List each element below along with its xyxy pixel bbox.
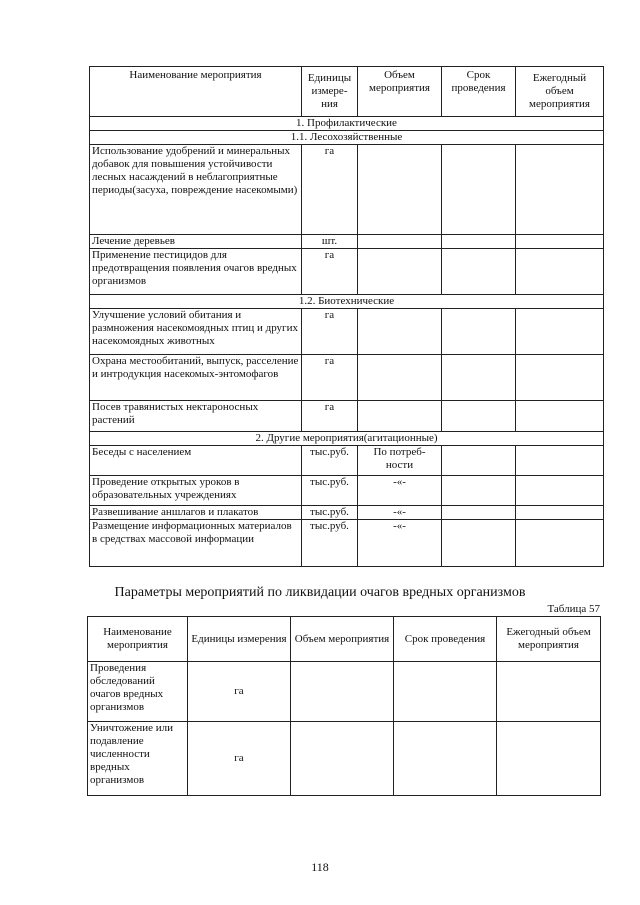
row-name: Проведения обследований очагов вредных организмов: [88, 662, 188, 722]
header-volume: Объем мероприятия: [358, 67, 442, 117]
subsection-title: 1.1. Лесохозяйственные: [90, 131, 604, 145]
row-annual: [516, 355, 604, 401]
table-row: [90, 476, 604, 506]
row-name: Размещение информационных материалов в средствах массовой информации: [90, 520, 302, 567]
table-row: [90, 355, 604, 401]
row-volume: [358, 355, 442, 401]
row-volume: [358, 401, 442, 432]
row-annual: [497, 722, 601, 796]
row-annual: [516, 520, 604, 567]
row-unit: шт.: [302, 235, 358, 249]
row-name: Посев травянистых нектароносных растений: [90, 401, 302, 432]
row-annual: [516, 446, 604, 476]
table-row: [90, 235, 604, 249]
row-term: [442, 235, 516, 249]
header-term: Срок проведения: [442, 67, 516, 117]
row-term: [442, 476, 516, 506]
section-title: 1. Профилактические: [90, 117, 604, 131]
row-unit: га: [302, 249, 358, 295]
table-row: [90, 506, 604, 520]
table-row: [88, 662, 601, 722]
row-volume: По потреб-ности: [358, 446, 442, 476]
header-unit: Единицы измерения: [188, 617, 291, 662]
row-name: Беседы с населением: [90, 446, 302, 476]
measures-table: [89, 66, 604, 567]
header-annual: Ежегодный объем мероприятия: [497, 617, 601, 662]
row-volume: -«-: [358, 506, 442, 520]
header-name: Наименование мероприятия: [90, 67, 302, 117]
row-term: [442, 520, 516, 567]
table-row: [90, 520, 604, 567]
row-annual: [516, 401, 604, 432]
row-unit: га: [188, 722, 291, 796]
subsection-row: [90, 131, 604, 145]
row-term: [442, 446, 516, 476]
row-name: Проведение открытых уроков в образовательных учреждениях: [90, 476, 302, 506]
section-row: [90, 117, 604, 131]
row-unit: га: [302, 145, 358, 235]
row-volume: [358, 249, 442, 295]
row-annual: [516, 249, 604, 295]
row-name: Развешивание аншлагов и плакатов: [90, 506, 302, 520]
table-number: Таблица 57: [547, 603, 600, 615]
row-term: [442, 145, 516, 235]
row-name: Применение пестицидов для предотвращения появления очагов вредных организмов: [90, 249, 302, 295]
row-volume: [358, 145, 442, 235]
table-row: [90, 145, 604, 235]
row-volume: -«-: [358, 476, 442, 506]
row-volume: [358, 309, 442, 355]
row-annual: [497, 662, 601, 722]
row-term: [442, 506, 516, 520]
table-header-row: [90, 67, 604, 117]
header-annual: Ежегодный объем мероприятия: [516, 67, 604, 117]
table-row: [88, 722, 601, 796]
row-volume: [291, 722, 394, 796]
row-unit: тыс.руб.: [302, 506, 358, 520]
row-term: [442, 249, 516, 295]
header-name: Наименование мероприятия: [88, 617, 188, 662]
row-unit: га: [302, 355, 358, 401]
row-unit: га: [302, 401, 358, 432]
row-annual: [516, 506, 604, 520]
row-annual: [516, 309, 604, 355]
table-header-row: [88, 617, 601, 662]
page-number: 118: [311, 860, 329, 874]
row-annual: [516, 145, 604, 235]
row-annual: [516, 476, 604, 506]
row-unit: га: [302, 309, 358, 355]
row-term: [442, 401, 516, 432]
table-row: [90, 249, 604, 295]
table-row: [90, 309, 604, 355]
row-name: Уничтожение или подавление численности вредных организмов: [88, 722, 188, 796]
row-unit: тыс.руб.: [302, 476, 358, 506]
subsection-row: [90, 295, 604, 309]
row-annual: [516, 235, 604, 249]
header-volume: Объем мероприятия: [291, 617, 394, 662]
row-term: [394, 662, 497, 722]
header-term: Срок проведения: [394, 617, 497, 662]
header-unit: Единицы измере-ния: [302, 67, 358, 117]
row-term: [442, 355, 516, 401]
row-volume: [358, 235, 442, 249]
row-unit: тыс.руб.: [302, 520, 358, 567]
subsection-title: 1.2. Биотехнические: [90, 295, 604, 309]
row-name: Лечение деревьев: [90, 235, 302, 249]
row-name: Использование удобрений и минеральных добавок для повышения устойчивости лесных насаждений в неблагоприятные периоды(засуха, повреждение насекомыми): [90, 145, 302, 235]
table-row: [90, 401, 604, 432]
row-name: Улучшение условий обитания и размножения насекомоядных птиц и других насекомоядных животных: [90, 309, 302, 355]
row-volume: [291, 662, 394, 722]
section-heading: Параметры мероприятий по ликвидации очагов вредных организмов: [114, 585, 526, 600]
section-row: [90, 432, 604, 446]
row-name: Охрана местообитаний, выпуск, расселение и интродукция насекомых-энтомофагов: [90, 355, 302, 401]
section-title: 2. Другие мероприятия(агитационные): [90, 432, 604, 446]
liquidation-measures-table: [87, 616, 601, 796]
row-unit: тыс.руб.: [302, 446, 358, 476]
row-term: [442, 309, 516, 355]
table-row: [90, 446, 604, 476]
row-term: [394, 722, 497, 796]
row-volume: -«-: [358, 520, 442, 567]
row-unit: га: [188, 662, 291, 722]
